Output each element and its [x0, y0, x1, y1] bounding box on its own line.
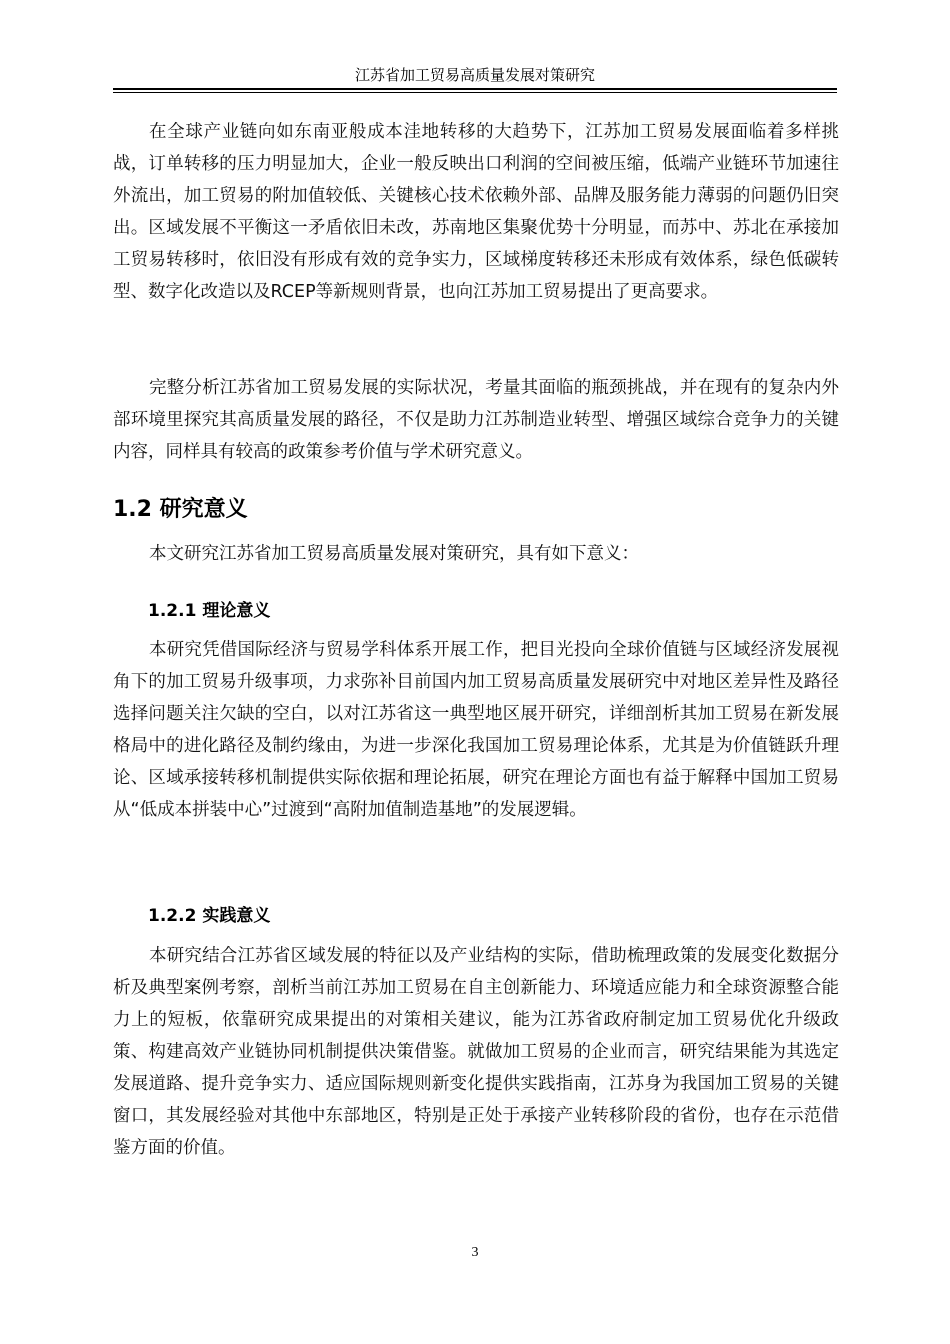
paragraph-practical: 本研究结合江苏省区域发展的特征以及产业结构的实际，借助梳理政策的发展变化数据分析及典型案例考察，剖析当前江苏加工贸易在自主创新能力、环境适应能力和全球资源整合能力上的短板，依靠研究成果提出的对策相关建议，能为江苏省政府制定加工贸易优化升级政策、构建高效产业链协同机制提供决策借鉴。就做加工贸易的企业而言，研究结果能为其选定发展道路、提升竞争实力、适应国际规则新变化提供实践指南，江苏身为我国加工贸易的关键窗口，其发展经验对其他中东部地区，特别是正处于承接产业转移阶段的省份，也存在示范借鉴方面的价值。 — [113, 946, 839, 1158]
paragraph-analysis: 完整分析江苏省加工贸易发展的实际状况，考量其面临的瓶颈挑战，并在现有的复杂内外部环境里探究其高质量发展的路径，不仅是助力江苏制造业转型、增强区域综合竞争力的关键内容，同样具有较高的政策参考价值与学术研究意义。 — [113, 378, 839, 462]
header-rule-thick — [113, 88, 837, 90]
subsection-heading-1-2-1: 1.2.1 理论意义 — [148, 601, 271, 621]
header-rule-thin — [113, 92, 837, 93]
section-heading-1-2: 1.2 研究意义 — [113, 497, 248, 522]
running-header: 江苏省加工贸易高质量发展对策研究 — [354, 66, 595, 84]
paragraph-theoretical: 本研究凭借国际经济与贸易学科体系开展工作，把目光投向全球价值链与区域经济发展视角下的加工贸易升级事项，力求弥补目前国内加工贸易高质量发展研究中对地区差异性及路径选择问题关注欠缺的空白，以对江苏省这一典型地区展开研究，详细剖析其加工贸易在新发展格局中的进化路径及制约缘由，为进一步深化我国加工贸易理论体系，尤其是为价值链跃升理论、区域承接转移机制提供实际依据和理论拓展，研究在理论方面也有益于解释中国加工贸易从“低成本拼装中心”过渡到“高附加值制造基地”的发展逻辑。 — [113, 640, 839, 820]
page-number: 3 — [471, 1245, 479, 1260]
paragraph-challenges: 在全球产业链向如东南亚般成本洼地转移的大趋势下，江苏加工贸易发展面临着多样挑战，订单转移的压力明显加大，企业一般反映出口利润的空间被压缩，低端产业链环节加速往外流出，加工贸易的附加值较低、关键核心技术依赖外部、品牌及服务能力薄弱的问题仍旧突出。区域发展不平衡这一矛盾依旧未改，苏南地区集聚优势十分明显，而苏中、苏北在承接加工贸易转移时，依旧没有形成有效的竞争实力，区域梯度转移还未形成有效体系，绿色低碳转型、数字化改造以及RCEP等新规则背景，也向江苏加工贸易提出了更高要求。 — [113, 122, 839, 302]
paragraph-intro: 本文研究江苏省加工贸易高质量发展对策研究，具有如下意义： — [149, 544, 639, 564]
subsection-heading-1-2-2: 1.2.2 实践意义 — [148, 906, 271, 926]
